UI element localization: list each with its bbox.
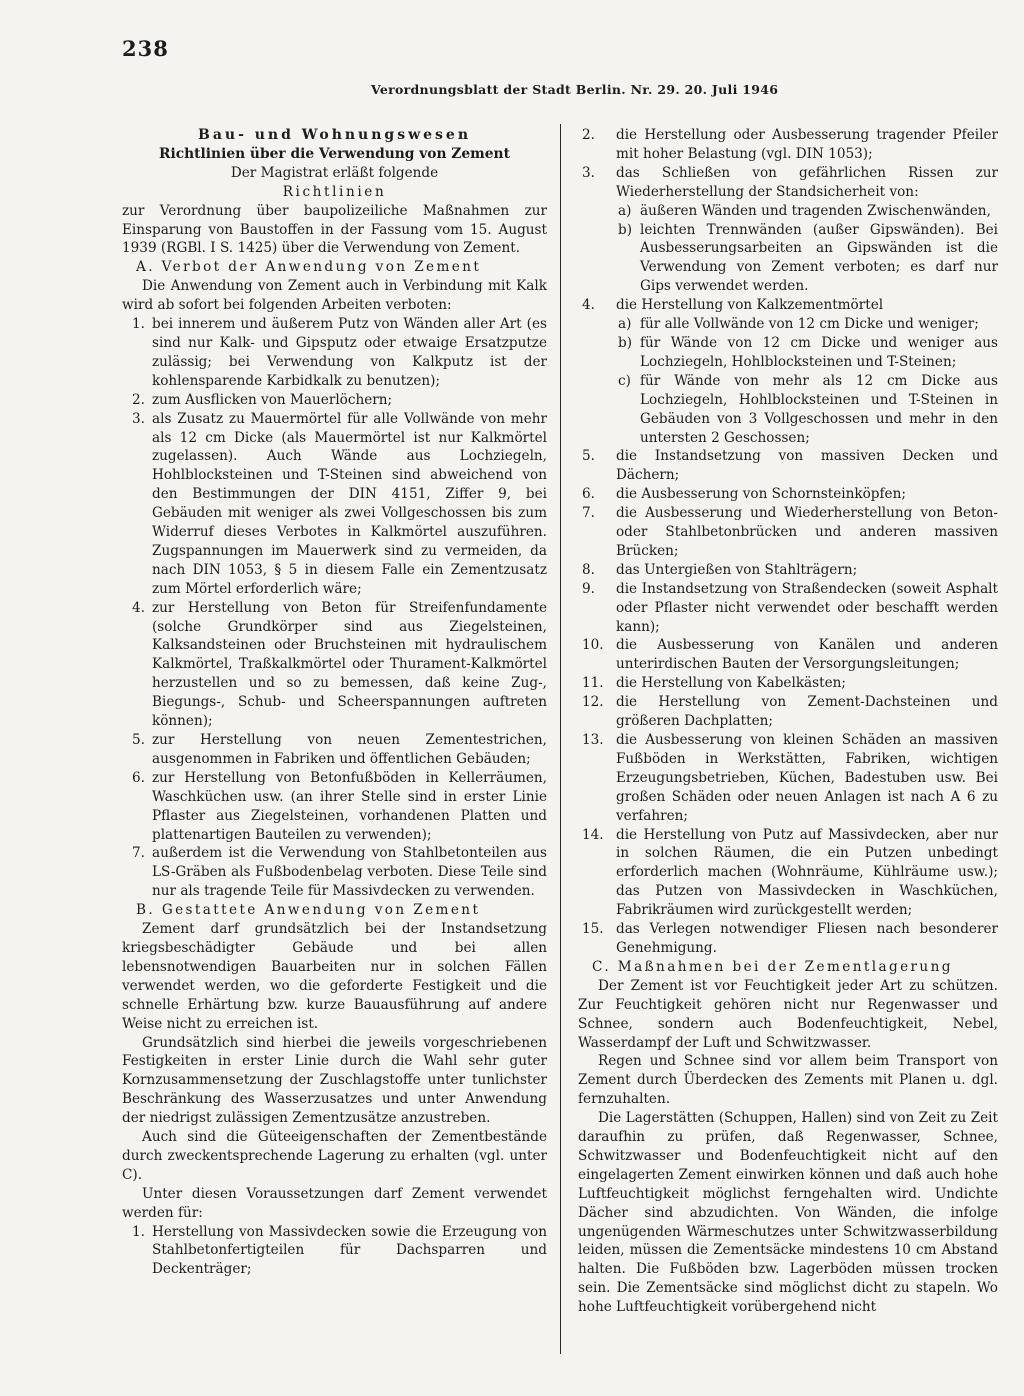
intro-line: Der Magistrat erläßt folgende xyxy=(230,164,439,181)
sub-item xyxy=(618,221,998,297)
sub-item-letter: a) xyxy=(618,202,632,219)
section-c-heading: C. Maßnahmen bei der Zementlagerung xyxy=(592,958,953,975)
item-number: 8. xyxy=(582,561,595,578)
left-column xyxy=(122,126,547,1279)
section-b-paragraph: Grundsätzlich sind hierbei die jeweils vorgeschriebenen Festigkeiten in erster Linie durch die Wahl sehr guter Kornzusammensetzung der Zuschlagstoffe unter tunlichster Beschränkung des Wasserzusatzes und unter Anwendung der niedrigst zulässigen Zementzusätze anzustreben. xyxy=(122,1034,547,1127)
section-b-paragraph: Zement darf grundsätzlich bei der Instandsetzung kriegsbeschädigter Gebäude und bei allen lebensnotwendigen Bauarbeiten nur in solchen Fällen verwendet werden, wo die geforderte Festigkeit und die schnelle Erhärtung bzw. kurze Bauausführung auf andere Weise nicht zu erreichen ist. xyxy=(122,921,547,1032)
item-number: 14. xyxy=(582,826,604,843)
sub-item-text: für alle Vollwände von 12 cm Dicke und weniger; xyxy=(640,316,979,333)
item-number: 5. xyxy=(132,732,145,748)
item-text: die Ausbesserung von kleinen Schäden an massiven Fußböden in Werkstätten, Fabriken, wichtigen Erzeugungsbetrieben, Küchen, Badestuben usw. Bei großen Schäden oder neuen Anlagen ist nach A 6 zu verfahren; xyxy=(616,732,998,824)
item-text: die Herstellung von Zement-Dachsteinen und größeren Dachplatten; xyxy=(616,694,998,730)
richtlinien-heading: Richtlinien xyxy=(282,183,387,200)
list-item xyxy=(578,447,998,485)
sub-item xyxy=(618,202,998,221)
list-item xyxy=(578,693,998,731)
section-c-paragraph: Der Zement ist vor Feuchtigkeit jeder Art zu schützen. Zur Feuchtigkeit gehören nicht nur Regenwasser und Schnee, sondern auch Bodenfeuchtigkeit, Nebel, Wasserdampf der Luft und Schwitzwasser. xyxy=(578,977,998,1051)
item-text: das Untergießen von Stahlträgern; xyxy=(616,561,858,578)
running-head: Verordnungsblatt der Stadt Berlin. Nr. 29. 20. Juli 1946 xyxy=(371,82,779,97)
item-number: 15. xyxy=(582,921,604,938)
item-text: die Herstellung oder Ausbesserung tragender Pfeiler mit hoher Belastung (vgl. DIN 1053); xyxy=(616,127,998,162)
section-a-intro: Die Anwendung von Zement auch in Verbindung mit Kalk wird ab sofort bei folgenden Arbeiten verboten: xyxy=(122,278,547,314)
item-text: die Instandsetzung von Straßendecken (soweit Asphalt oder Pflaster nicht verwendet oder beschafft werden kann); xyxy=(616,580,998,635)
sub-item-letter: b) xyxy=(618,221,633,238)
list-item xyxy=(578,164,998,296)
item-text: die Instandsetzung von massiven Decken und Dächern; xyxy=(616,448,998,484)
item-text: die Herstellung von Putz auf Massivdecken, aber nur in solchen Räumen, die ein Putzen unbedingt erforderlich machen (Wohnräume, Kühlräume usw.); das Putzen von Massivdecken in Waschküchen, Fabrikräumen wird zurückgestellt werden; xyxy=(616,826,998,919)
sub-item xyxy=(618,372,998,448)
item-text: die Ausbesserung und Wiederherstellung von Beton- oder Stahlbetonbrücken und anderen massiven Brücken; xyxy=(616,505,998,559)
list-item xyxy=(578,674,998,693)
list-item xyxy=(122,391,547,410)
item-text: zur Herstellung von neuen Zementestrichen, ausgenommen in Fabriken und öffentlichen Gebäuden; xyxy=(152,732,547,767)
item-number: 13. xyxy=(582,732,604,748)
list-item xyxy=(578,920,998,958)
item-number: 7. xyxy=(582,505,595,522)
item-number: 4. xyxy=(132,599,145,616)
item-text: die Herstellung von Kalkzementmörtel xyxy=(616,297,884,314)
sub-item-letter: a) xyxy=(618,316,632,333)
item-number: 11. xyxy=(582,675,604,692)
item-number: 7. xyxy=(132,845,145,862)
item-number: 9. xyxy=(582,580,595,597)
item-number: 6. xyxy=(132,769,145,786)
item-text: das Verlegen notwendiger Fliesen nach besonderer Genehmigung. xyxy=(616,921,998,956)
item-number: 6. xyxy=(582,486,595,503)
item-text: die Herstellung von Kabelkästen; xyxy=(616,675,846,692)
item-number: 1. xyxy=(132,1223,145,1240)
section-c-paragraph: Die Lagerstätten (Schuppen, Hallen) sind von Zeit zu Zeit daraufhin zu prüfen, daß Regenwasser, Schnee, Schwitzwasser und Bodenfeuchtigkeit nicht auf den eingelagerten Zement einwirken können und daß auch hohe Luftfeuchtigkeit möglichst ferngehalten wird. Undichte Dächer sind abzudichten. Von Wänden, die infolge ungenügenden Wärmeschutzes unter Schwitzwasserbildung leiden, müssen die Zementsäcke mindestens 10 cm Abstand halten. Die Fußböden bzw. Lagerböden müssen trocken sein. Die Zementsäcke sind möglichst dicht zu stapeln. Wo hohe Luftfeuchtigkeit vorübergehend nicht xyxy=(578,1110,998,1316)
list-item xyxy=(122,731,547,769)
item-number: 10. xyxy=(582,637,604,654)
list-item xyxy=(578,826,998,921)
list-item xyxy=(578,296,998,447)
item-number: 3. xyxy=(132,410,145,427)
item-number: 2. xyxy=(582,127,595,143)
item-text: die Ausbesserung von Schornsteinköpfen; xyxy=(616,486,906,503)
list-item xyxy=(578,485,998,504)
item-text: bei innerem und äußerem Putz von Wänden aller Art (es sind nur Kalk- und Gipsputz oder etwaige Ersatzputze zulässig; bei Verwendung von Kalkputz ist der kohlensparende Karbidkalk zu benutzen); xyxy=(152,316,547,389)
list-item xyxy=(578,126,998,164)
list-item xyxy=(122,844,547,901)
item-text: zur Herstellung von Betonfußböden in Kellerräumen, Waschküchen usw. (an ihrer Stelle sind in erster Linie Pflaster aus Ziegelsteinen, vorhandenen Platten und plattenartigen Bauteilen zu verwenden); xyxy=(152,769,547,843)
item-text: außerdem ist die Verwendung von Stahlbetonteilen aus LS-Gräben als Fußbodenbelag verboten. Diese Teile sind nur als tragende Teile für Massivdecken zu verwenden. xyxy=(152,845,547,900)
list-item xyxy=(122,599,547,731)
item-text: zur Herstellung von Beton für Streifenfundamente (solche Grundkörper sind aus Ziegelsteinen, Kalksandsteinen oder Bruchsteinen mit hydraulischem Kalkmörtel, Traßkalkmörtel oder Thurament-Kalkmörtel herzustellen und so zu bemessen, daß keine Zug-, Biegungs-, Schub- und Scheerspannungen auftreten können); xyxy=(152,599,547,730)
document-subtitle: Richtlinien über die Verwendung von Zement xyxy=(159,145,510,162)
item-number: 5. xyxy=(582,448,595,465)
item-text: als Zusatz zu Mauermörtel für alle Vollwände von mehr als 12 cm Dicke (als Mauermörtel ist nur Kalkmörtel zugelassen). Auch Wände aus Lochziegeln, Hohlblocksteinen und T-Steinen sind abweichend von den Bestimmungen der DIN 4151, Ziffer 9, bei Gebäuden mit weniger als zwei Vollgeschossen bis zum Widerruf dieses Verbotes in Kalkmörtel auszuführen. Zugspannungen im Mauerwerk sind zu vermeiden, da nach DIN 1053, § 5 in diesem Falle ein Zementzusatz zum Mörtel erforderlich wäre; xyxy=(152,410,547,597)
section-c-paragraph: Regen und Schnee sind vor allem beim Transport von Zement durch Überdecken des Zements mit Planen u. dgl. fernzuhalten. xyxy=(578,1053,998,1108)
item-number: 1. xyxy=(132,316,145,333)
list-item xyxy=(122,410,547,599)
list-item xyxy=(578,731,998,826)
item-text: zum Ausflicken von Mauerlöchern; xyxy=(152,391,393,408)
preamble: zur Verordnung über baupolizeiliche Maßnahmen zur Einsparung von Baustoffen in der Fassung vom 15. August 1939 (RGBl. I S. 1425) über die Verwendung von Zement. xyxy=(122,202,547,257)
list-item xyxy=(578,561,998,580)
list-item xyxy=(578,504,998,561)
item-text: das Schließen von gefährlichen Rissen zur Wiederherstellung der Standsicherheit von: xyxy=(616,164,998,200)
sub-item-text: für Wände von mehr als 12 cm Dicke aus Lochziegeln, Hohlblocksteinen und T-Steinen in Gebäuden von 3 Vollgeschossen und mehr in den untersten 2 Geschossen; xyxy=(640,372,998,446)
sub-item-text: äußeren Wänden und tragenden Zwischenwänden, xyxy=(640,202,991,219)
sub-item-letter: c) xyxy=(618,372,631,389)
list-item xyxy=(578,580,998,637)
page-number: 238 xyxy=(122,36,169,61)
right-column xyxy=(578,126,998,1317)
list-item xyxy=(122,769,547,845)
item-number: 3. xyxy=(582,164,595,181)
sub-item xyxy=(618,315,998,334)
item-number: 4. xyxy=(582,297,595,314)
section-title: Bau- und Wohnungswesen xyxy=(197,127,472,143)
section-b-paragraph: Unter diesen Voraussetzungen darf Zement verwendet werden für: xyxy=(122,1185,547,1221)
sub-item xyxy=(618,334,998,372)
list-item xyxy=(122,315,547,391)
list-item xyxy=(122,1223,547,1280)
item-text: Herstellung von Massivdecken sowie die Erzeugung von Stahlbetonfertigteilen für Dachsparren und Deckenträger; xyxy=(152,1223,547,1278)
list-item xyxy=(578,636,998,674)
section-b-paragraph: Auch sind die Güteeigenschaften der Zementbestände durch zweckentsprechende Lagerung zu erhalten (vgl. unter C). xyxy=(122,1129,547,1183)
sub-item-text: leichten Trennwänden (außer Gipswänden). Bei Ausbesserungsarbeiten an Gipswänden ist die Verwendung von Zement verboten; es darf nur Gips verwendet werden. xyxy=(640,221,998,295)
item-text: die Ausbesserung von Kanälen und anderen unterirdischen Bauten der Versorgungsleitungen; xyxy=(616,637,998,673)
item-number: 12. xyxy=(582,694,604,711)
item-number: 2. xyxy=(132,391,145,408)
section-b-heading: B. Gestattete Anwendung von Zement xyxy=(136,902,481,919)
column-divider xyxy=(560,124,561,1354)
sub-item-letter: b) xyxy=(618,334,633,351)
sub-item-text: für Wände von 12 cm Dicke und weniger aus Lochziegeln, Hohlblocksteinen und T-Steinen; xyxy=(640,334,998,370)
section-a-heading: A. Verbot der Anwendung von Zement xyxy=(136,259,482,276)
